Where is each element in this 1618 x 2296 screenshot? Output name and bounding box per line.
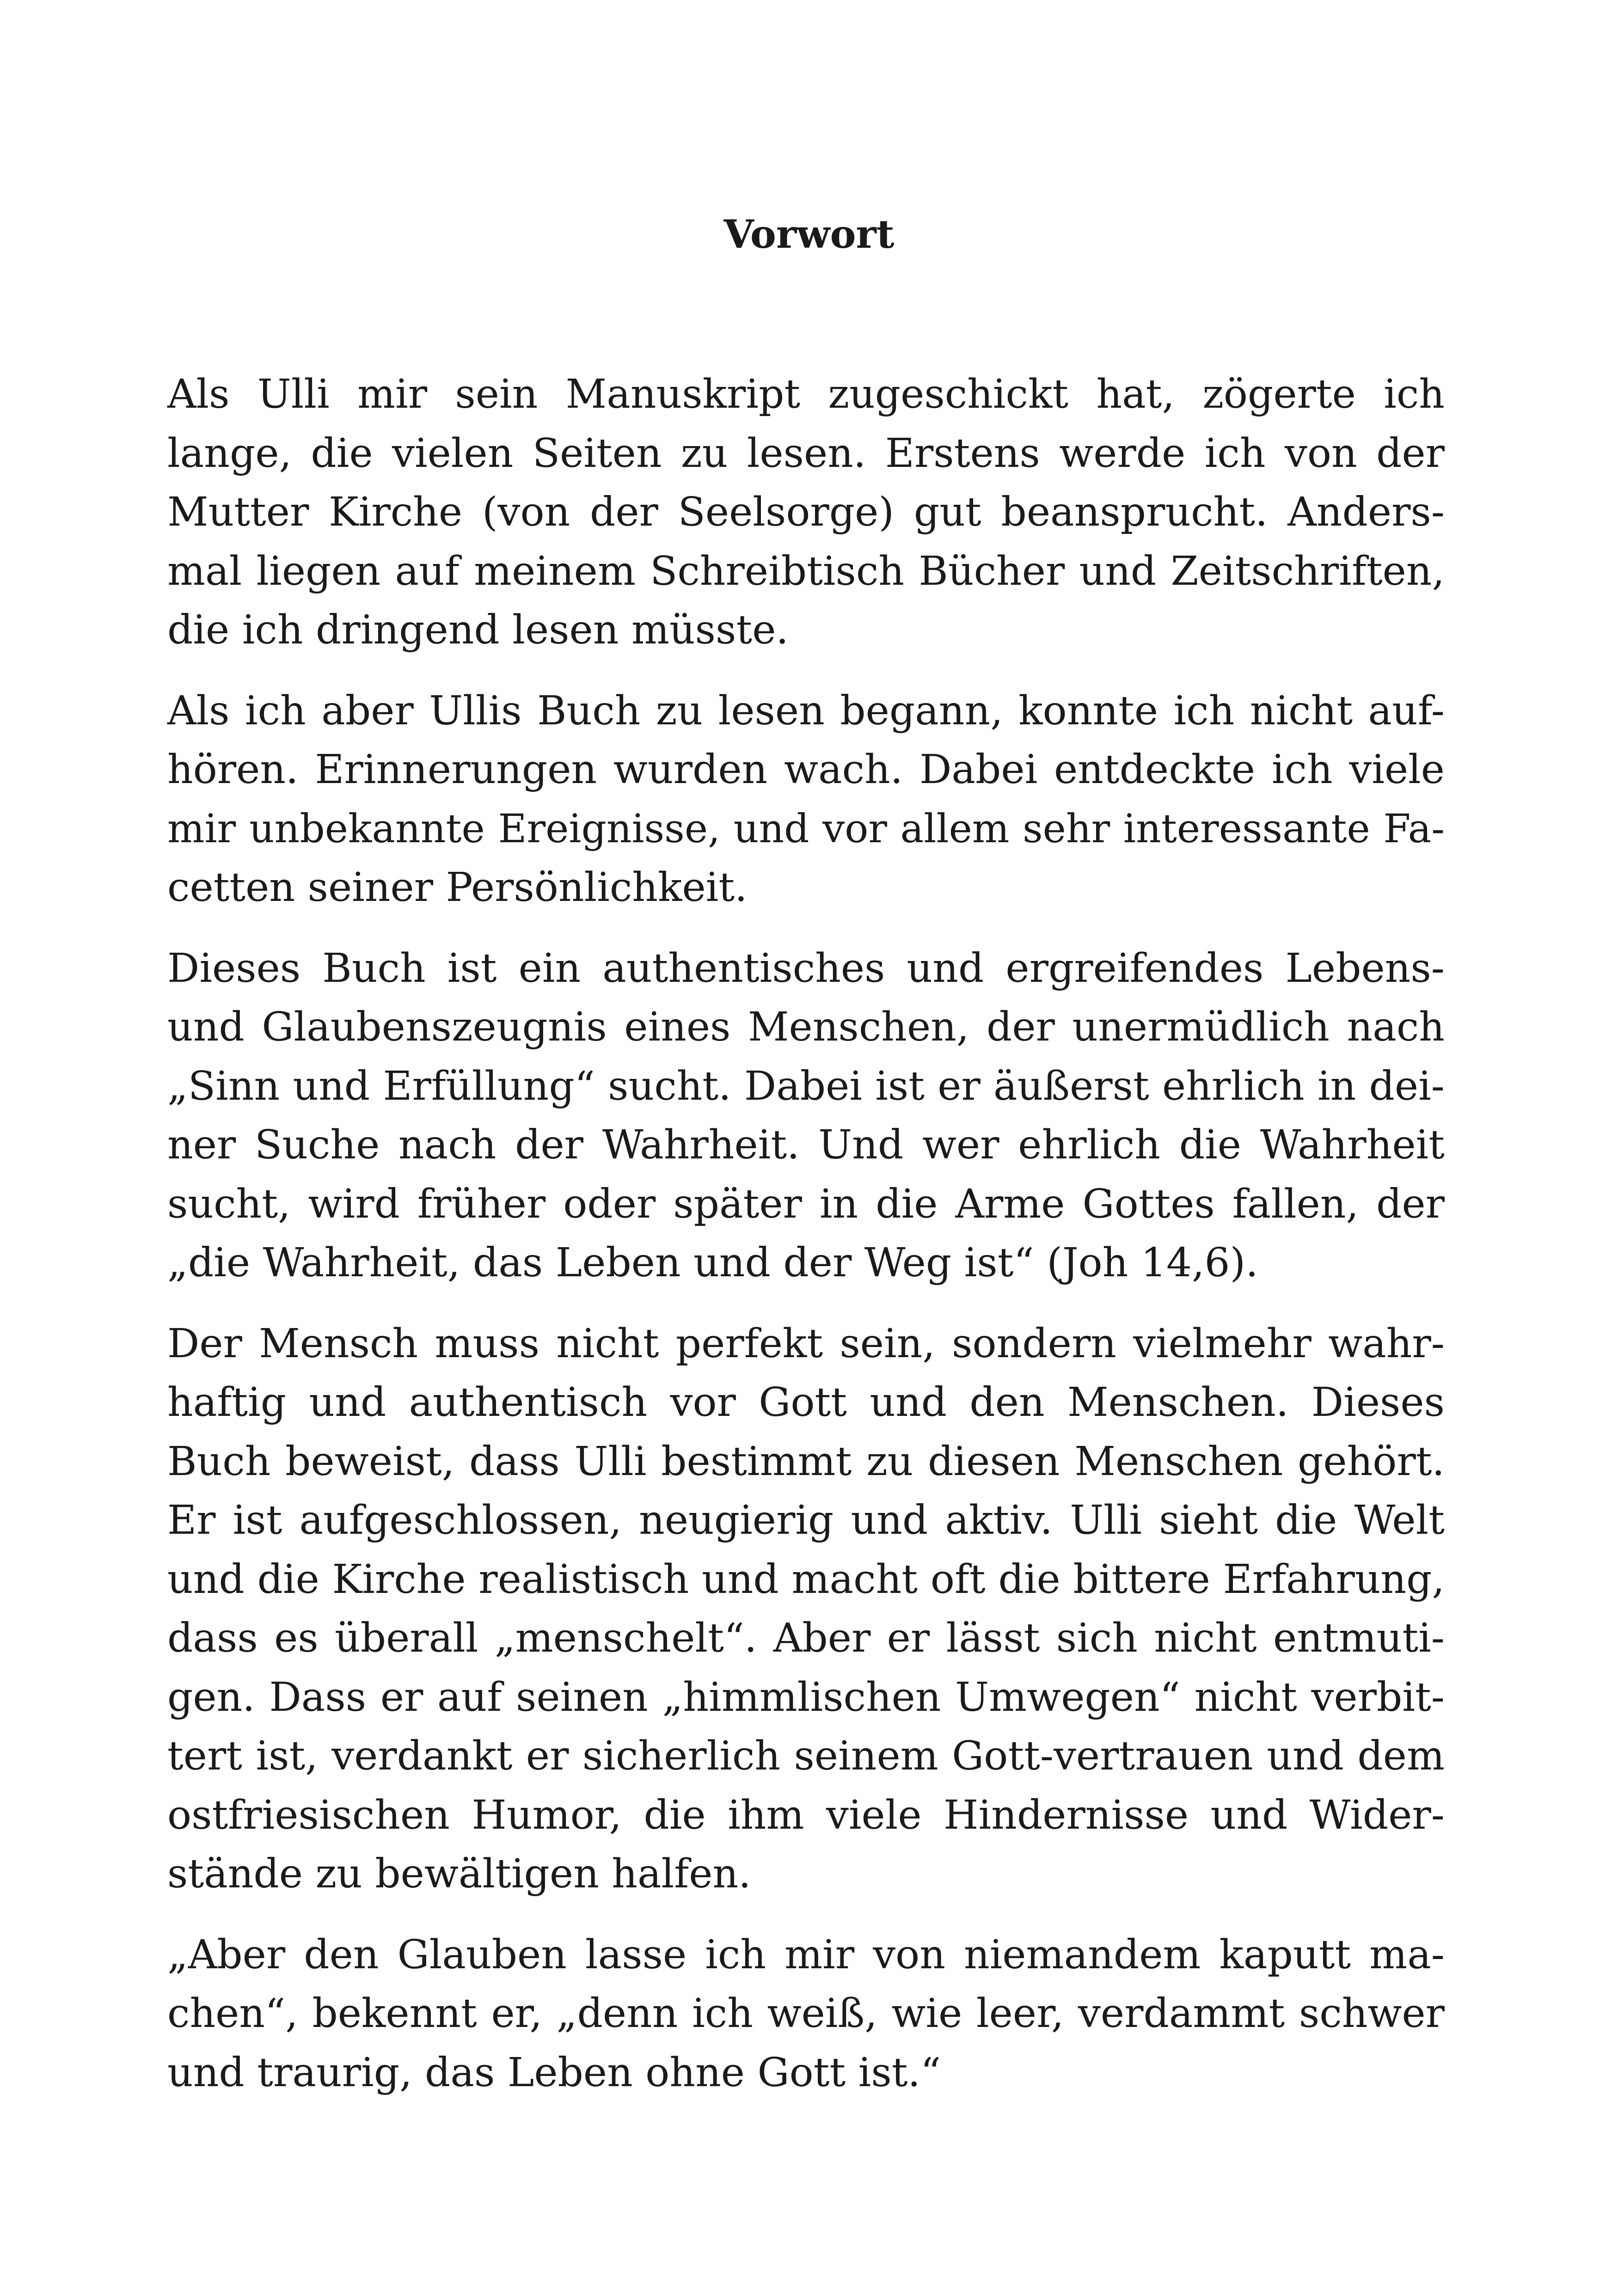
text-line: Der Mensch muss nicht perfekt sein, sondern vielmehr wahr- bbox=[167, 1320, 1445, 1367]
text-line: und die Kirche realistisch und macht oft die bittere Erfahrung, bbox=[167, 1556, 1445, 1603]
text-line: ostfriesischen Humor, die ihm viele Hindernisse und Wider- bbox=[167, 1792, 1445, 1838]
text-line: „die Wahrheit, das Leben und der Weg ist“ (Joh 14,6). bbox=[167, 1240, 1258, 1286]
text-line: Mutter Kirche (von der Seelsorge) gut beansprucht. Anders- bbox=[167, 489, 1445, 535]
text-line: sucht, wird früher oder später in die Arme Gottes fallen, der bbox=[167, 1181, 1445, 1227]
text-line: tert ist, verdankt er sicherlich seinem Gott-vertrauen und dem bbox=[167, 1733, 1445, 1779]
text-line: „Sinn und Erfüllung“ sucht. Dabei ist er äußerst ehrlich in dei- bbox=[167, 1063, 1445, 1109]
text-line: cetten seiner Persönlichkeit. bbox=[167, 864, 748, 911]
text-line: Buch beweist, dass Ulli bestimmt zu diesen Menschen gehört. bbox=[167, 1438, 1445, 1485]
text-line: Als ich aber Ullis Buch zu lesen begann, konnte ich nicht auf- bbox=[167, 687, 1445, 734]
paragraph bbox=[167, 682, 1445, 918]
text-line: gen. Dass er auf seinen „himmlischen Umwegen“ nicht verbit- bbox=[167, 1674, 1445, 1720]
paragraph bbox=[167, 365, 1445, 660]
document-body bbox=[167, 365, 1445, 2124]
paragraph bbox=[167, 939, 1445, 1293]
text-line: „Aber den Glauben lasse ich mir von niemandem kaputt ma- bbox=[167, 1931, 1445, 1978]
text-line: stände zu bewältigen halfen. bbox=[167, 1851, 751, 1897]
text-line: lange, die vielen Seiten zu lesen. Erstens werde ich von der bbox=[167, 430, 1445, 477]
text-line: mir unbekannte Ereignisse, und vor allem sehr interessante Fa- bbox=[167, 806, 1445, 852]
text-line: mal liegen auf meinem Schreibtisch Bücher und Zeitschriften, bbox=[167, 548, 1445, 594]
text-line: dass es überall „menschelt“. Aber er lässt sich nicht entmuti- bbox=[167, 1615, 1445, 1661]
paragraph bbox=[167, 1315, 1445, 1904]
text-line: ner Suche nach der Wahrheit. Und wer ehrlich die Wahrheit bbox=[167, 1122, 1445, 1168]
text-line: Als Ulli mir sein Manuskript zugeschickt hat, zögerte ich bbox=[167, 371, 1445, 417]
text-line: Dieses Buch ist ein authentisches und ergreifendes Lebens- bbox=[167, 945, 1445, 992]
text-line: chen“, bekennt er, „denn ich weiß, wie leer, verdammt schwer bbox=[167, 1990, 1445, 2037]
text-line: hören. Erinnerungen wurden wach. Dabei entdeckte ich viele bbox=[167, 747, 1445, 793]
text-line: und traurig, das Leben ohne Gott ist.“ bbox=[167, 2049, 941, 2096]
text-line: und Glaubenszeugnis eines Menschen, der unermüdlich nach bbox=[167, 1004, 1445, 1050]
page-title: Vorwort bbox=[723, 211, 895, 257]
text-line: Er ist aufgeschlossen, neugierig und aktiv. Ulli sieht die Welt bbox=[167, 1497, 1445, 1543]
text-line: haftig und authentisch vor Gott und den Menschen. Dieses bbox=[167, 1379, 1445, 1426]
text-line: die ich dringend lesen müsste. bbox=[167, 607, 789, 653]
paragraph bbox=[167, 1926, 1445, 2103]
